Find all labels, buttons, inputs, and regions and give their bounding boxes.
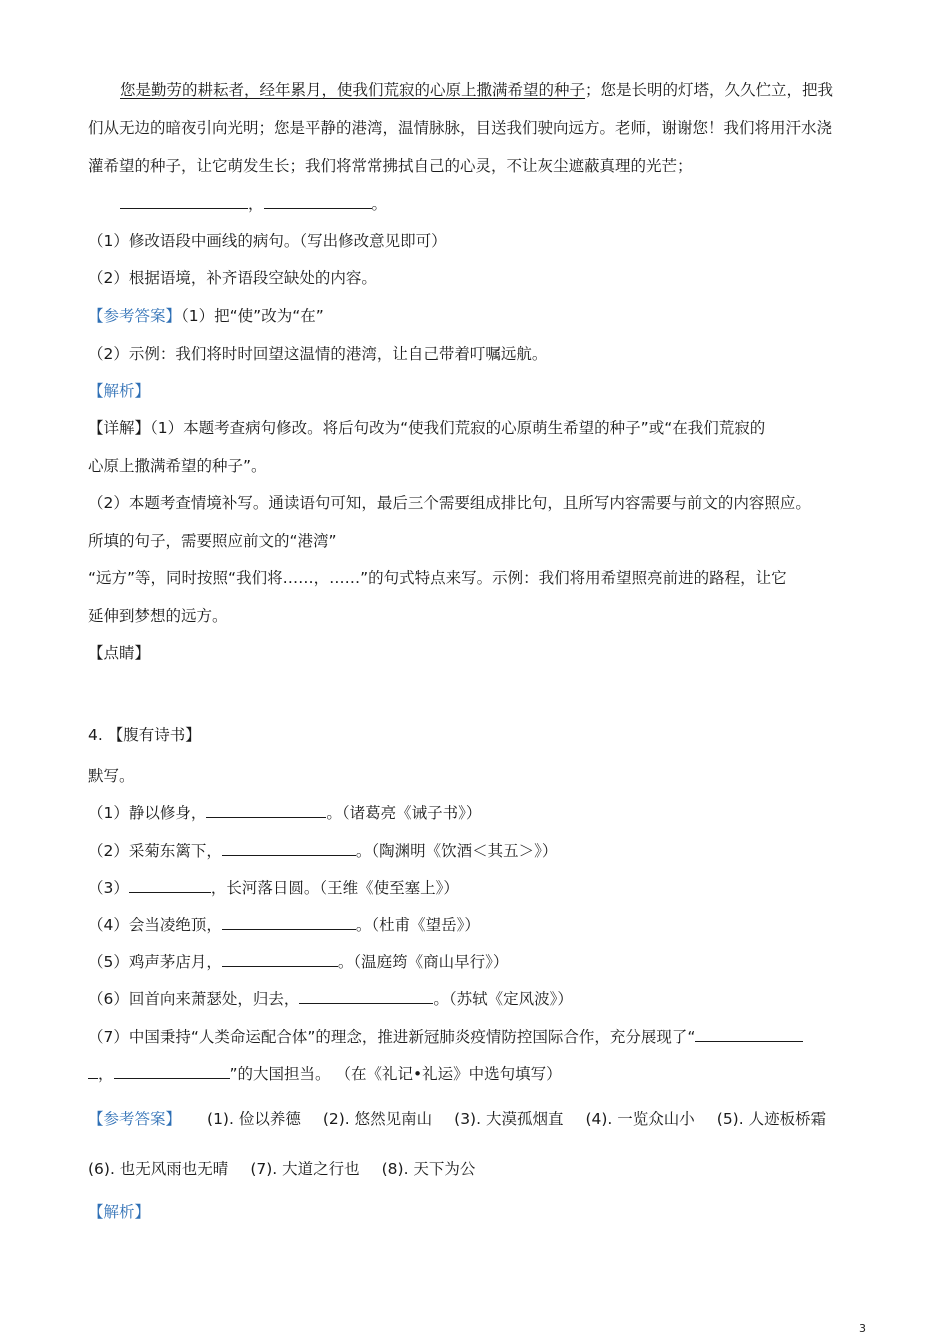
item-prompt: （7）中国秉持“人类命运配合体”的理念，推进新冠肺炎疫情防控国际合作，充分展现了“ [88, 1028, 696, 1046]
answer-tag: 【参考答案】 [88, 307, 182, 325]
answer-item: (3). 大漠孤烟直 [454, 1110, 564, 1128]
detail-tag: 【详解】 [88, 419, 151, 437]
comma: ， [248, 195, 264, 213]
answer-item: (7). 大道之行也 [250, 1160, 360, 1178]
page-number: 3 [859, 1322, 866, 1335]
q4-item-7a [88, 1026, 803, 1048]
answer-tag: 【参考答案】 [88, 1110, 182, 1128]
item-blank-cont [88, 1064, 98, 1079]
answer-item: (1). 俭以养德 [207, 1110, 301, 1128]
q4-item-7b [88, 1063, 562, 1085]
underlined-sentence: 您是勤劳的耕耘者，经年累月，使我们荒寂的心原上撒满希望的种子 [120, 81, 586, 99]
item-blank [129, 878, 211, 893]
item-source: 。（杜甫《望岳》） [355, 916, 480, 934]
q4-item-1 [88, 802, 481, 824]
q3-answer [88, 305, 324, 327]
passage-line-1 [120, 79, 833, 101]
q3-detail-2a: （2）本题考查情境补写。通读语句可知，最后三个需要组成排比句，且所写内容需要与前文的内容照应。 [88, 494, 811, 512]
q3-point-tag: 【点睛】 [88, 644, 151, 662]
q3-sub2: （2）根据语境，补齐语段空缺处的内容。 [88, 269, 377, 287]
item-blank [222, 952, 338, 967]
q4-item-3 [88, 877, 459, 899]
q3-detail-2c: “远方”等，同时按照“我们将……，……”的句式特点来写。示例：我们将用希望照亮前进的路程，让它 [88, 569, 787, 587]
item-blank [206, 803, 326, 818]
q3-sub1: （1）修改语段中画线的病句。（写出修改意见即可） [88, 232, 447, 250]
item-blank [695, 1027, 803, 1042]
q4-answers-line-2 [88, 1158, 497, 1180]
item-prompt: （1）静以修身， [88, 804, 207, 822]
q4-item-4 [88, 914, 480, 936]
comma: ， [98, 1065, 114, 1083]
period: 。 [371, 195, 388, 213]
item-source: ”的大国担当。 （在《礼记•礼运》中选句填写） [229, 1065, 562, 1083]
item-blank [114, 1064, 230, 1079]
passage-blanks [120, 193, 387, 215]
blank-2 [264, 194, 372, 209]
item-blank [299, 989, 433, 1004]
q3-answer-2: （2）示例：我们将时时回望这温情的港湾，让自己带着叮嘱远航。 [88, 345, 548, 363]
q4-analysis-tag: 【解析】 [88, 1203, 151, 1221]
item-prompt: （4）会当凌绝顶， [88, 916, 222, 934]
item-source: 。（陶渊明《饮酒＜其五＞》） [355, 842, 558, 860]
answer-1: （1）把“使”改为“在” [181, 307, 324, 325]
item-prompt: （6）回首向来萧瑟处，归去， [88, 990, 300, 1008]
answer-item: (4). 一览众山小 [585, 1110, 695, 1128]
item-prompt: （5）鸡声茅店月， [88, 953, 222, 971]
q4-instruction: 默写。 [88, 767, 135, 785]
q4-answers-line-1 [88, 1108, 826, 1130]
q3-detail-1b: 心原上撒满希望的种子”。 [88, 457, 267, 475]
answer-item: (6). 也无风雨也无晴 [88, 1160, 229, 1178]
item-blank [222, 841, 356, 856]
q3-analysis-tag: 【解析】 [88, 382, 151, 400]
q4-title: 4. 【腹有诗书】 [88, 726, 201, 744]
passage-text: ；您是长明的灯塔，久久伫立，把我 [585, 81, 834, 99]
blank-1 [120, 194, 248, 209]
passage-line-3: 灌希望的种子，让它萌发生长；我们将常常拂拭自己的心灵，不让灰尘遮蔽真理的光芒； [88, 157, 693, 175]
item-source: 。（诸葛亮《诫子书》） [326, 804, 482, 822]
item-source: ，长河落日圆。（王维《使至塞上》） [210, 879, 459, 897]
passage-line-2: 们从无边的暗夜引向光明；您是平静的港湾，温情脉脉，目送我们驶向远方。老师，谢谢您！我们将用汗水浇 [88, 119, 833, 137]
q3-detail-1a [88, 417, 765, 439]
detail-text: （1）本题考查病句修改。将后句改为“使我们荒寂的心原萌生希望的种子”或“在我们荒寂的 [150, 419, 766, 437]
answer-item: (2). 悠然见南山 [322, 1110, 433, 1128]
item-source: 。（苏轼《定风波》） [433, 990, 573, 1008]
item-prompt: （2）采菊东篱下， [88, 842, 222, 860]
q4-item-2 [88, 840, 557, 862]
answer-item: (8). 天下为公 [381, 1160, 476, 1178]
item-source: 。（温庭筠《商山早行》） [337, 953, 509, 971]
item-blank [222, 915, 356, 930]
item-prompt: （3） [88, 879, 129, 897]
answer-item: (5). 人迹板桥霜 [716, 1110, 827, 1128]
q4-item-6 [88, 988, 573, 1010]
q3-detail-2d: 延伸到梦想的远方。 [88, 607, 228, 625]
q3-detail-2b: 所填的句子，需要照应前文的“港湾” [88, 532, 337, 550]
q4-item-5 [88, 951, 508, 973]
